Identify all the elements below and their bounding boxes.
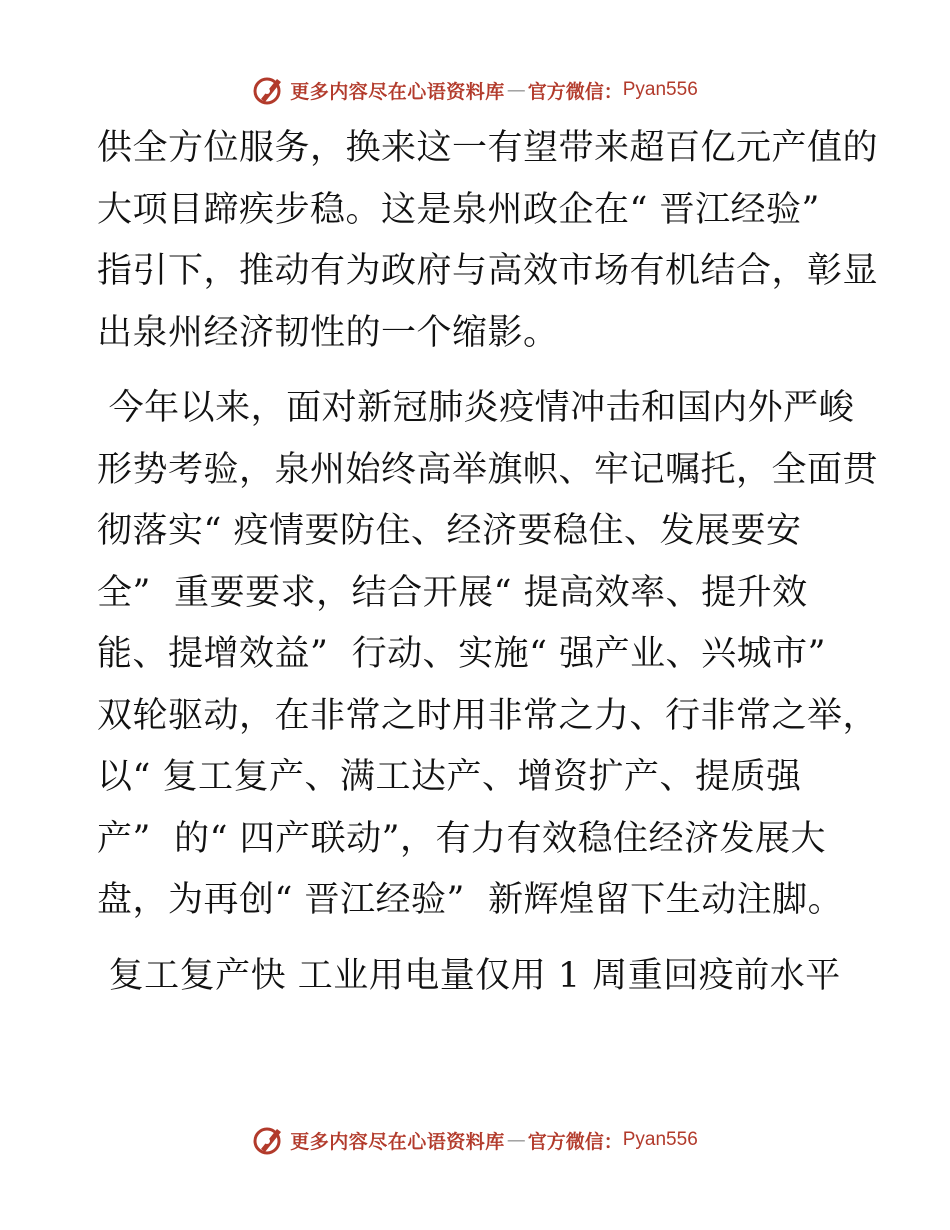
- text-line: 大项目蹄疾步稳。这是泉州政企在“ 晋江经验”: [97, 189, 820, 230]
- banner-wechat-label: 官方微信：: [527, 80, 623, 103]
- text-line: 供全方位服务，换来这一有望带来超百亿元产值的: [97, 128, 879, 168]
- footer-banner: [0, 1120, 950, 1160]
- text-line: 盘，为再创“ 晋江经验” 新辉煌留下生动注脚。: [97, 880, 844, 920]
- text-line: 全” 重要要求，结合开展“ 提高效率、提升效: [97, 572, 808, 613]
- text-line: 形势考验，泉州始终高举旗帜、牢记嘱托，全面贯: [97, 449, 879, 490]
- banner-title: 更多内容尽在心语资料库: [290, 80, 505, 103]
- text-line: 今年以来，面对新冠肺炎疫情冲击和国内外严峻: [97, 388, 855, 428]
- banner-wechat-label: 官方微信：: [527, 1130, 623, 1153]
- paragraph-gap: [97, 932, 857, 946]
- text-line: 产” 的“ 四产联动”，有力有效稳住经济发展大: [97, 818, 827, 859]
- paragraph-1: [97, 118, 879, 364]
- text-line: 以“ 复工复产、满工达产、增资扩产、提质强: [97, 757, 802, 797]
- pen-logo-icon: [252, 1123, 286, 1157]
- banner-dash: —: [506, 1129, 526, 1151]
- paragraph-gap: [97, 364, 857, 378]
- section-heading: [97, 946, 857, 1008]
- text-line: 指引下，推动有为政府与高效市场有机结合，彰显: [97, 251, 879, 291]
- banner-wechat-id: Pyan556: [622, 1129, 698, 1150]
- header-banner: [0, 70, 950, 110]
- banner-title: 更多内容尽在心语资料库: [290, 1130, 505, 1153]
- document-body: [97, 118, 879, 1007]
- text-line: 能、提增效益” 行动、实施“ 强产业、兴城市”: [97, 634, 827, 674]
- text-line: 复工复产快 工业用电量仅用 1 周重回疫前水平: [97, 955, 841, 996]
- banner-dash: —: [506, 79, 526, 101]
- banner-wechat-id: Pyan556: [622, 79, 698, 100]
- pen-logo-icon: [252, 73, 286, 107]
- text-line: 双轮驱动，在非常之时用非常之力、行非常之举，: [97, 695, 879, 736]
- paragraph-2: [97, 378, 879, 932]
- text-line: 出泉州经济韧性的一个缩影。: [97, 312, 559, 353]
- text-line: 彻落实“ 疫情要防住、经济要稳住、发展要安: [97, 511, 802, 551]
